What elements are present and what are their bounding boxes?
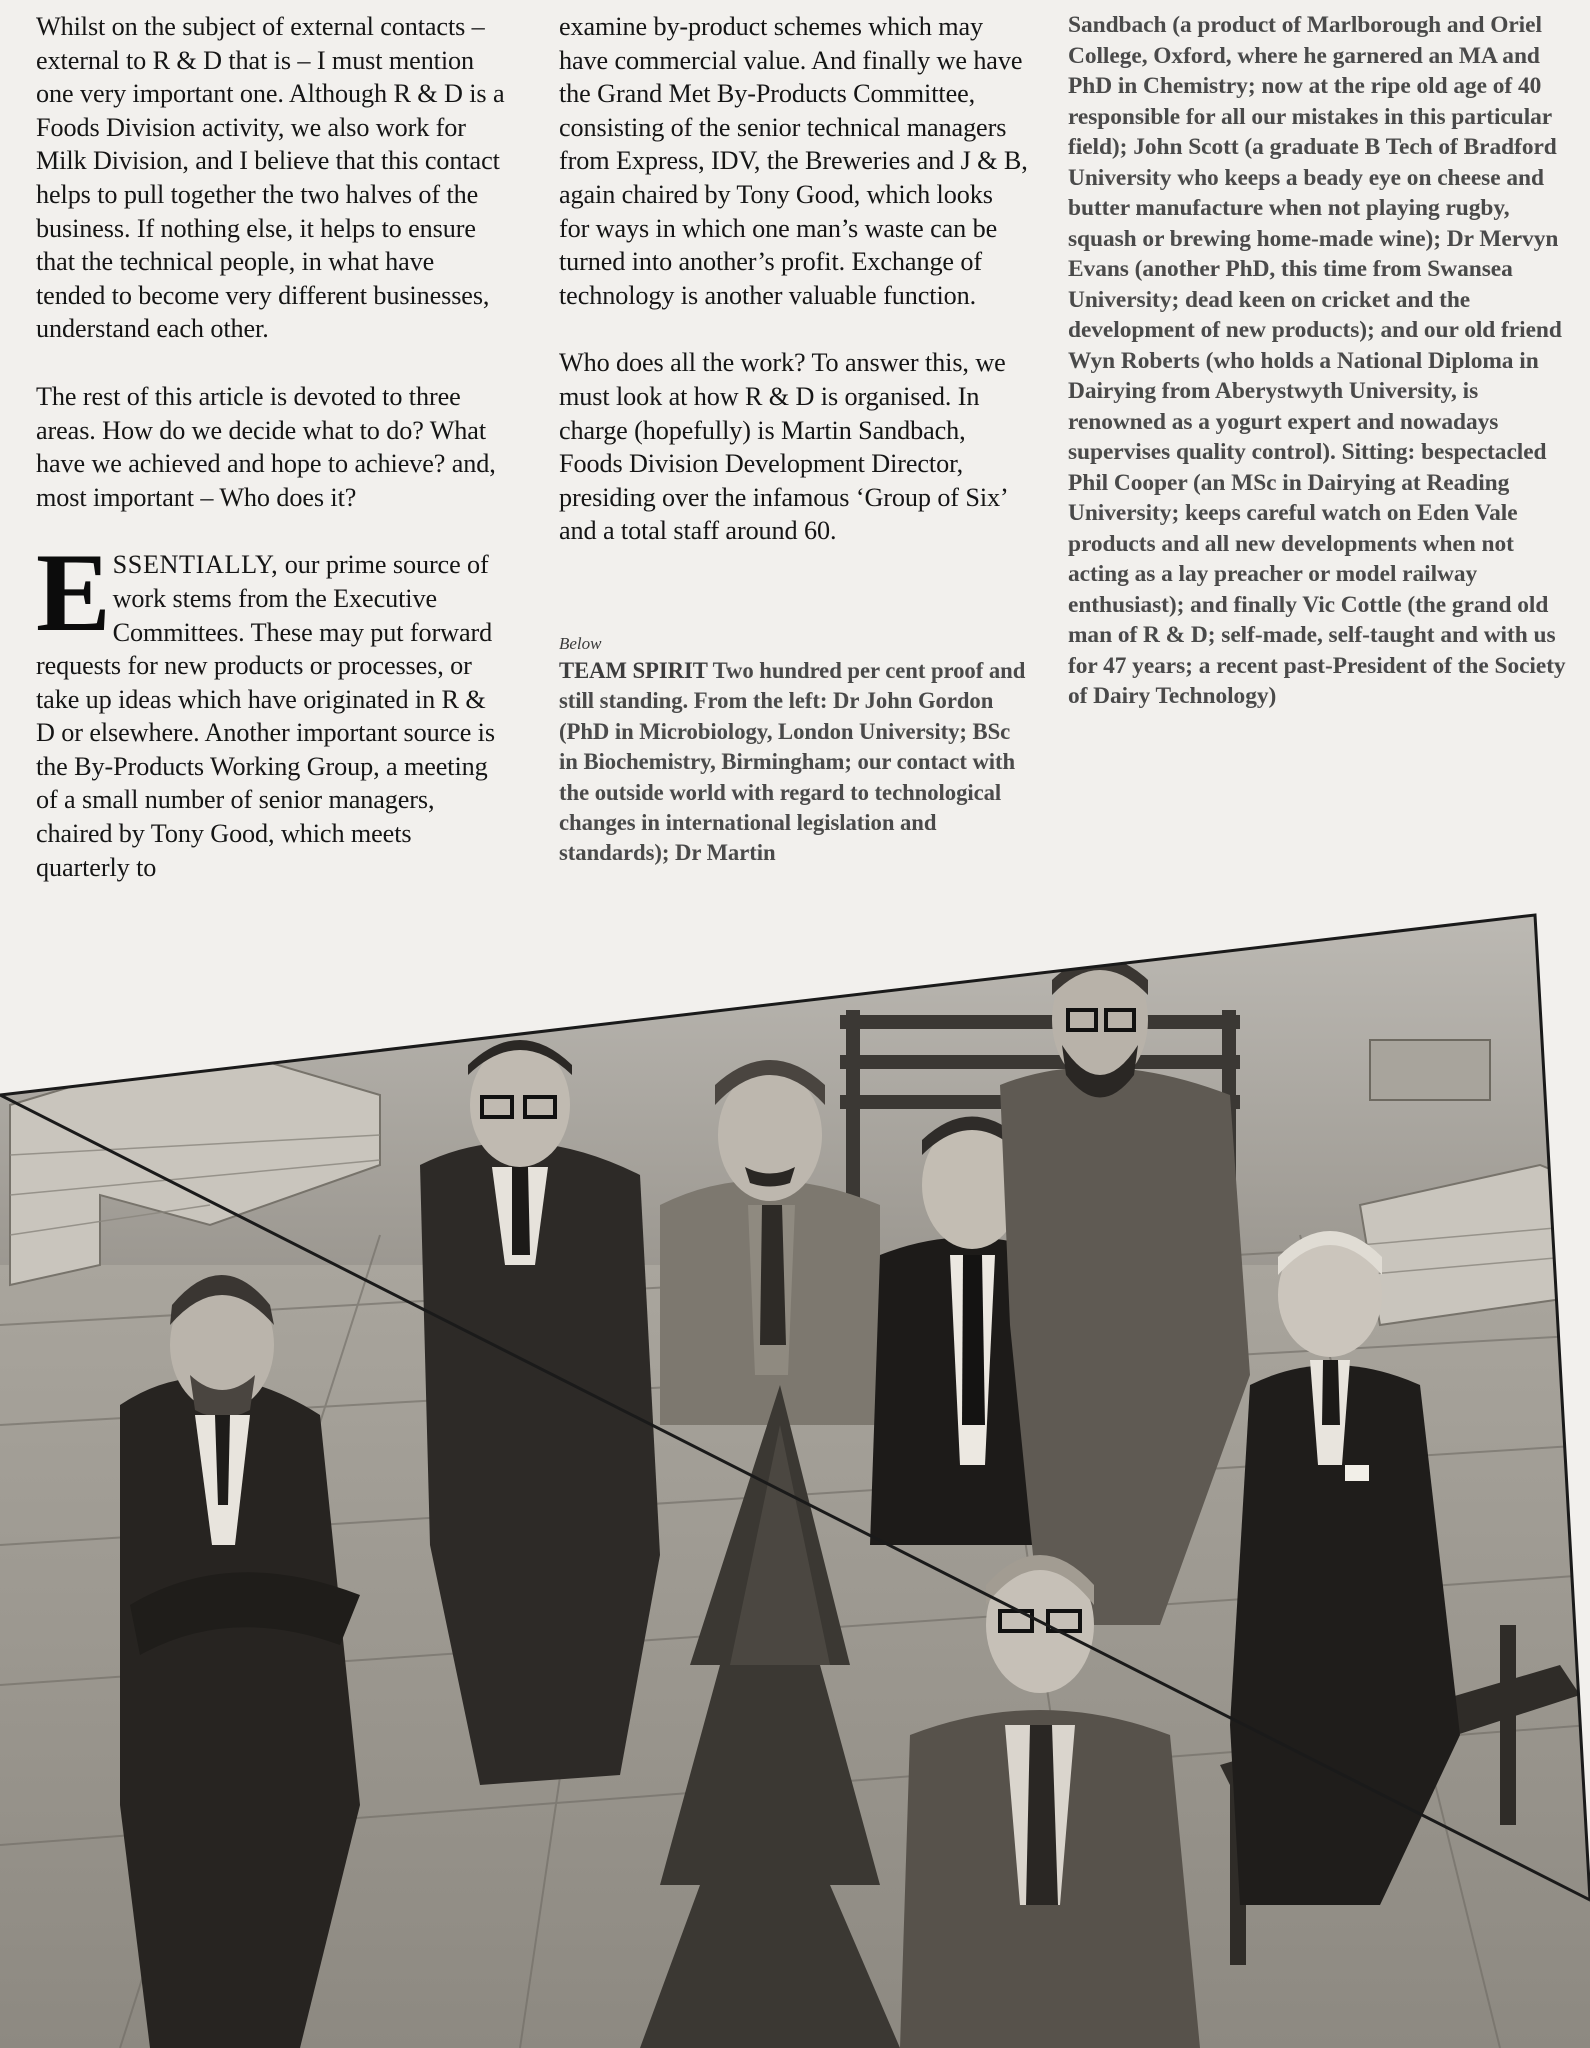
caption-position-label: Below: [559, 633, 602, 653]
drop-cap-letter: E: [36, 531, 111, 656]
paragraph-organisation: Who does all the work? To answer this, we must look at how R & D is organised. In charge (hopefully) is Martin Sandbach, Foods Division Development Director, presiding over the infamous ‘Group of Six’ and a total staff around 60.: [559, 348, 1007, 546]
article-column-1: [36, 10, 506, 918]
team-photograph: [0, 905, 1590, 2048]
paragraph-article-areas: The rest of this article is devoted to three areas. How do we decide what to do? What have we achieved and hope to achieve? and, most important – Who does it?: [36, 381, 496, 512]
paragraph-sources-of-work: [36, 531, 506, 884]
article-column-2: [559, 10, 1029, 869]
photo-caption-part-2: Sandbach (a product of Marlborough and Oriel College, Oxford, where he garnered an MA and PhD in Chemistry; now at the ripe old age of 40 responsible for all our mistakes in this particular field); John Scott (a graduate B Tech of Bradford University who keeps a beady eye on cheese and butter manufacture when not playing rugby, squash or brewing home-made wine); Dr Mervyn Evans (another PhD, this time from Swansea University; dead keen on cricket and the development of new products); and our old friend Wyn Roberts (who holds a National Diploma in Dairying from Aberystwyth University, is renowned as a yogurt expert and nowadays supervises quality control). Sitting: bespectacled Phil Cooper (an MSc in Dairying at Reading University; keeps careful watch on Eden Vale products and all new developments when not acting as a lay preacher or model railway enthusiast); and finally Vic Cottle (the grand old man of R & D; self-made, self-taught and with us for 47 years; a recent past-President of the Society of Dairy Technology): [1068, 12, 1566, 709]
article-column-3: [1068, 10, 1568, 712]
lead-in-caps: SSENTIALLY,: [112, 550, 279, 580]
paragraph-by-products-committee: examine by-product schemes which may have commercial value. And finally we have the Grand Met By-Products Committee, consisting of the senior technical managers from Express, IDV, the Breweries and J & B, again chaired by Tony Good, which looks for ways in which one man’s waste can be turned into another’s profit. Exchange of technology is another valuable function.: [559, 12, 1028, 310]
photo-caption-part-1: [559, 656, 1029, 869]
paragraph-sources-text: our prime source of work stems from the Executive Committees. These may put forward requests for new products or processes, or take up ideas which have originated in R & D or elsewhere. Another important source is the By-Products Working Group, a meeting of a small number of senior managers, chaired by Tony Good, which meets quarterly to: [36, 550, 495, 882]
caption-text-1: Two hundred per cent proof and still standing. From the left: Dr John Gordon (PhD in Microbiology, London University; BSc in Biochemistry, Birmingham; our contact with the outside world with regard to technological changes in international legislation and standards); Dr Martin: [559, 657, 1026, 866]
paragraph-external-contacts: Whilst on the subject of external contacts – external to R & D that is – I must mention one very important one. Although R & D is a Foods Division activity, we also work for Milk Division, and I believe that this contact helps to pull together the two halves of the business. If nothing else, it helps to ensure that the technical people, in what have tended to become very different businesses, understand each other.: [36, 12, 505, 344]
caption-lead: TEAM SPIRIT: [559, 657, 708, 683]
